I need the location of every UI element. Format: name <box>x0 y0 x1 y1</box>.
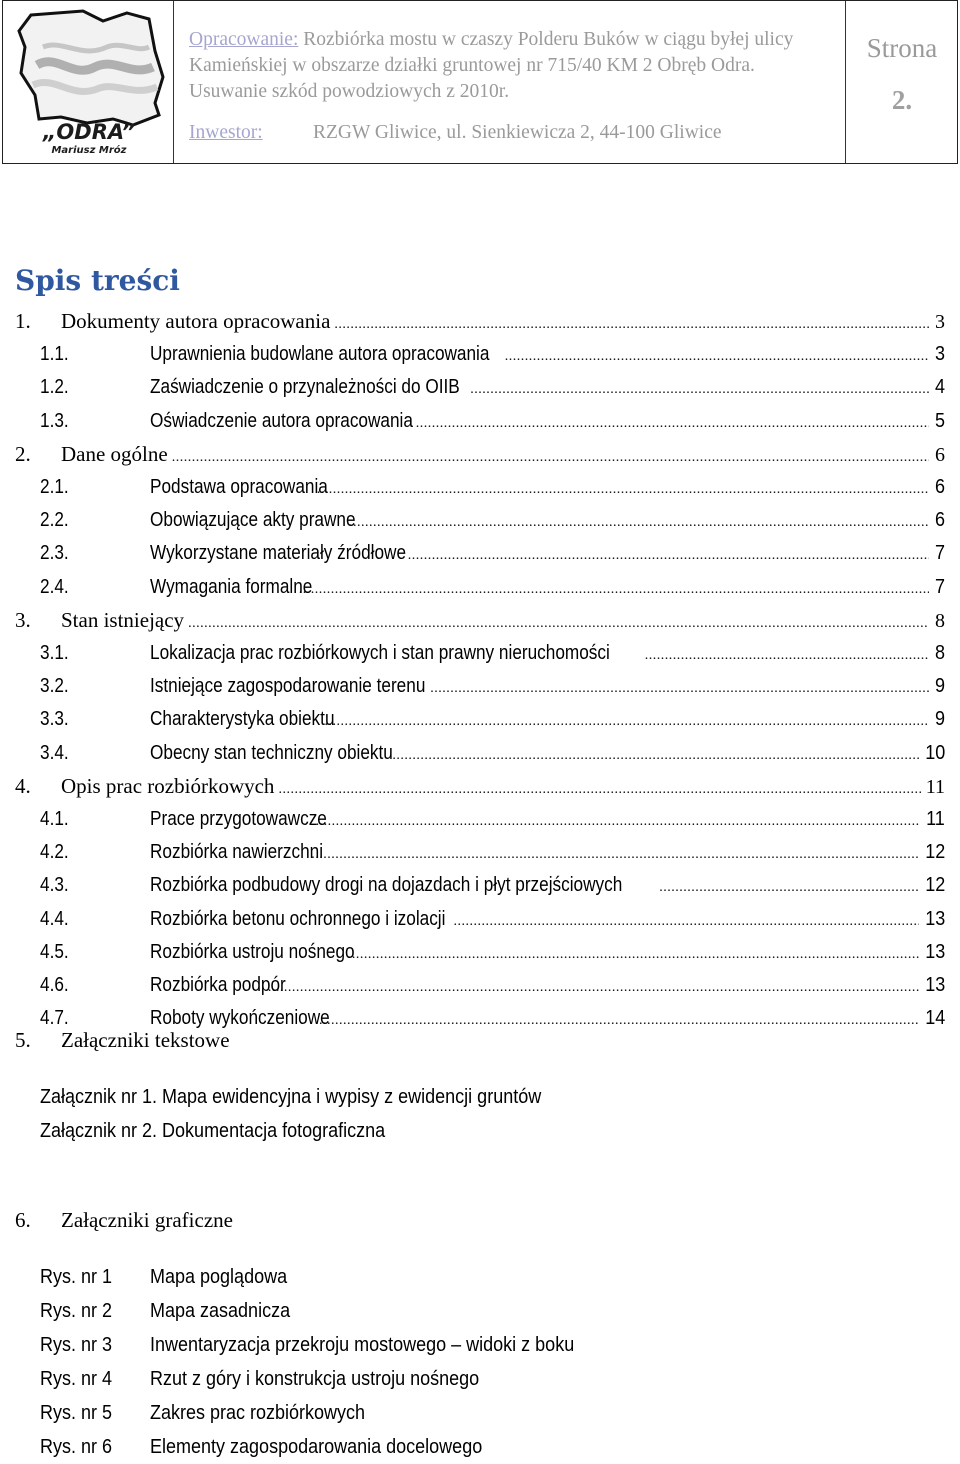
toc-entry[interactable] <box>0 505 945 535</box>
drawing-item <box>40 1368 516 1391</box>
drawing-label: Rys. nr 5 <box>40 1402 113 1424</box>
toc-entry-number: 2.3. <box>40 542 69 565</box>
toc-entry[interactable] <box>0 904 945 934</box>
toc-entry-page: 11 <box>925 775 945 798</box>
toc-entry-title: Rozbiórka podbudowy drogi na dojazdach i płyt przejściowych <box>150 874 623 897</box>
toc-entry[interactable] <box>0 439 945 469</box>
toc-entry-title: Rozbiórka ustroju nośnego <box>150 940 355 963</box>
toc-entry-page: 9 <box>934 708 945 731</box>
odra-logo <box>11 7 167 157</box>
toc-entry-number: 3.1. <box>40 642 69 664</box>
toc-entry-page: 6 <box>935 443 945 466</box>
section-5-number: 5. <box>15 1028 31 1052</box>
toc-entry-page: 4 <box>934 376 945 399</box>
toc-entry-title: Roboty wykończeniowe <box>150 1007 330 1030</box>
toc-entry-page: 6 <box>934 509 945 532</box>
header-divider-left <box>173 1 174 163</box>
toc-entry-title: Stan istniejący <box>61 607 185 632</box>
inwestor-text: RZGW Gliwice, ul. Sienkiewicza 2, 44-100 Gliwice <box>313 122 722 143</box>
toc-entry-title: Wymagania formalne <box>150 575 313 598</box>
drawing-item <box>40 1266 302 1289</box>
toc-entry[interactable] <box>0 538 945 568</box>
toc-entry-page: 8 <box>935 609 945 632</box>
opracowanie-block <box>189 27 829 105</box>
toc-leader-dots <box>416 409 929 439</box>
toc-entry-title: Uprawnienia budowlane autora opracowania <box>150 343 490 366</box>
drawing-desc: Rzut z góry i konstrukcja ustroju nośnego <box>150 1368 480 1390</box>
toc-entry-title: Charakterystyka obiektu <box>150 708 335 731</box>
toc-entry[interactable] <box>0 339 945 369</box>
attachment-text-2: Załącznik nr 2. Dokumentacja fotograficzna <box>40 1120 386 1142</box>
logo-subtext: Mariusz Mróz <box>51 145 127 156</box>
inwestor-label: Inwestor: <box>189 122 263 143</box>
toc-entry-page: 8 <box>934 642 945 664</box>
toc-entry-number: 2.4. <box>40 575 69 598</box>
toc-entry-title: Dane ogólne <box>61 441 168 466</box>
toc-entry-number: 2.2. <box>40 509 69 532</box>
toc-entry[interactable] <box>0 638 945 668</box>
toc-leader-dots <box>392 741 918 771</box>
toc-leader-dots <box>172 443 929 473</box>
toc-title: Spis treści <box>15 264 180 297</box>
drawing-desc: Mapa zasadnicza <box>150 1300 291 1322</box>
toc-entry-title: Istniejące zagospodarowanie terenu <box>150 675 426 698</box>
toc-entry-page: 12 <box>924 874 945 897</box>
toc-entry-title: Rozbiórka podpór <box>150 974 286 996</box>
toc-leader-dots <box>349 508 929 538</box>
toc-entry-number: 3.3. <box>40 708 69 731</box>
toc-entry-number: 4.7. <box>40 1007 69 1030</box>
toc-entry-number: 4.3. <box>40 874 69 897</box>
drawing-item <box>40 1402 389 1425</box>
drawing-label: Rys. nr 3 <box>40 1334 113 1356</box>
toc-leader-dots <box>268 973 919 1003</box>
drawing-desc: Zakres prac rozbiórkowych <box>150 1402 366 1424</box>
section-5-title: Załączniki tekstowe <box>61 1028 230 1052</box>
drawing-item <box>40 1334 621 1357</box>
toc-entry-title: Prace przygotowawcze <box>150 808 327 830</box>
attachment-text-1: Załącznik nr 1. Mapa ewidencyjna i wypisy z ewidencji gruntów <box>40 1086 542 1108</box>
toc-leader-dots <box>334 310 929 340</box>
toc-entry-page: 3 <box>935 311 945 333</box>
page-header <box>2 0 958 164</box>
toc-entry-page: 5 <box>934 409 945 432</box>
toc-leader-dots <box>319 1006 919 1036</box>
toc-entry-number: 3. <box>15 607 31 632</box>
toc-entry[interactable] <box>0 970 945 1000</box>
toc-entry-page: 14 <box>924 1007 945 1030</box>
toc-entry-title: Obowiązujące akty prawne <box>150 509 356 532</box>
toc-entry-title: Podstawa opracowania <box>150 476 328 498</box>
toc-entry-number: 2.1. <box>40 476 69 498</box>
toc-entry[interactable] <box>0 837 945 867</box>
toc-entry-title: Lokalizacja prac rozbiórkowych i stan prawny nieruchomości <box>150 642 610 664</box>
toc-entry[interactable] <box>0 771 945 801</box>
toc-entry[interactable] <box>0 870 945 900</box>
toc-leader-dots <box>316 807 921 837</box>
drawing-desc: Elementy zagospodarowania docelowego <box>150 1436 483 1458</box>
toc-entry[interactable] <box>0 372 945 402</box>
opracowanie-label: Opracowanie: <box>189 29 299 50</box>
toc-entry[interactable] <box>0 804 945 834</box>
toc-entry-number: 4.2. <box>40 841 69 864</box>
drawing-desc: Inwentaryzacja przekroju mostowego – widoki z boku <box>150 1334 575 1356</box>
toc-entry-page: 11 <box>926 808 945 830</box>
section-6-title: Załączniki graficzne <box>61 1208 233 1232</box>
drawing-label: Rys. nr 6 <box>40 1436 113 1458</box>
drawing-desc: Mapa poglądowa <box>150 1266 288 1288</box>
toc-leader-dots <box>430 674 929 704</box>
section-6-number: 6. <box>15 1208 31 1232</box>
toc-entry-page: 6 <box>934 476 945 498</box>
toc-leader-dots <box>325 707 929 737</box>
toc-entry-title: Wykorzystane materiały źródłowe <box>150 542 407 565</box>
toc-entry-page: 10 <box>924 741 945 764</box>
toc-entry-number: 2. <box>15 441 31 466</box>
toc-entry[interactable] <box>0 937 945 967</box>
toc-entry[interactable] <box>0 738 945 768</box>
section-5-heading <box>15 1028 230 1053</box>
toc-entry-number: 1.3. <box>40 409 69 432</box>
toc-entry-number: 4.1. <box>40 808 69 830</box>
opracowanie-text: Rozbiórka mostu w czaszy Polderu Buków w ciągu byłej ulicy Kamieńskiej w obszarze działki gruntowej nr 715/40 KM 2 Obręb Odra. Usuwanie szkód powodziowych z 2010r. <box>189 29 794 102</box>
toc-leader-dots <box>311 840 919 870</box>
toc-entry[interactable] <box>0 704 945 734</box>
header-divider-right <box>845 1 846 163</box>
toc-entry[interactable] <box>0 572 945 602</box>
toc-leader-dots <box>278 775 921 805</box>
toc-entry-number: 3.2. <box>40 675 69 698</box>
toc-leader-dots <box>299 575 929 605</box>
toc-leader-dots <box>659 873 919 903</box>
toc-leader-dots <box>470 375 929 405</box>
drawing-label: Rys. nr 2 <box>40 1300 113 1322</box>
toc-leader-dots <box>645 641 929 671</box>
logo-text: „ODRA” <box>42 120 136 144</box>
toc-entry-page: 13 <box>924 940 945 963</box>
toc-entry-number: 4. <box>15 773 31 798</box>
toc-leader-dots <box>408 541 929 571</box>
drawing-label: Rys. nr 1 <box>40 1266 113 1288</box>
toc-entry-number: 1. <box>15 309 31 333</box>
toc-entry-title: Zaświadczenie o przynależności do OIIB <box>150 376 460 399</box>
strona-label: Strona <box>866 33 938 63</box>
toc-entry-page: 7 <box>934 575 945 598</box>
toc-entry-title: Opis prac rozbiórkowych <box>61 773 275 798</box>
toc-entry[interactable] <box>0 472 945 502</box>
toc-leader-dots <box>317 475 929 505</box>
toc-entry-number: 4.4. <box>40 907 69 930</box>
toc-entry-number: 4.6. <box>40 974 69 996</box>
toc-entry-page: 13 <box>924 907 945 930</box>
toc-entry-number: 3.4. <box>40 741 69 764</box>
toc-entry-page: 3 <box>934 343 945 366</box>
toc-leader-dots <box>188 609 929 639</box>
toc-leader-dots <box>505 342 929 372</box>
toc-entry-number: 4.5. <box>40 940 69 963</box>
drawing-item <box>40 1300 306 1323</box>
toc-entry-page: 7 <box>934 542 945 565</box>
section-6-heading <box>15 1208 233 1233</box>
toc-entry-title: Oświadczenie autora opracowania <box>150 409 413 432</box>
toc-entry[interactable] <box>0 306 945 336</box>
toc-entry[interactable] <box>0 406 945 436</box>
toc-leader-dots <box>348 940 919 970</box>
toc-entry-title: Dokumenty autora opracowania <box>61 309 331 333</box>
toc-entry-number: 1.1. <box>40 343 69 366</box>
drawing-label: Rys. nr 4 <box>40 1368 113 1390</box>
toc-entry-page: 9 <box>934 675 945 698</box>
page-number: 2. <box>891 85 913 115</box>
toc-entry-number: 1.2. <box>40 376 69 399</box>
toc-entry-title: Rozbiórka betonu ochronnego i izolacji <box>150 907 446 930</box>
toc-entry[interactable] <box>0 671 945 701</box>
drawing-item <box>40 1436 519 1459</box>
toc-entry-page: 12 <box>924 841 945 864</box>
toc-entry-title: Obecny stan techniczny obiektu <box>150 741 393 764</box>
toc-entry-title: Rozbiórka nawierzchni <box>150 841 324 864</box>
toc-entry-page: 13 <box>924 974 945 996</box>
toc-leader-dots <box>454 907 919 937</box>
toc-entry[interactable] <box>0 605 945 635</box>
